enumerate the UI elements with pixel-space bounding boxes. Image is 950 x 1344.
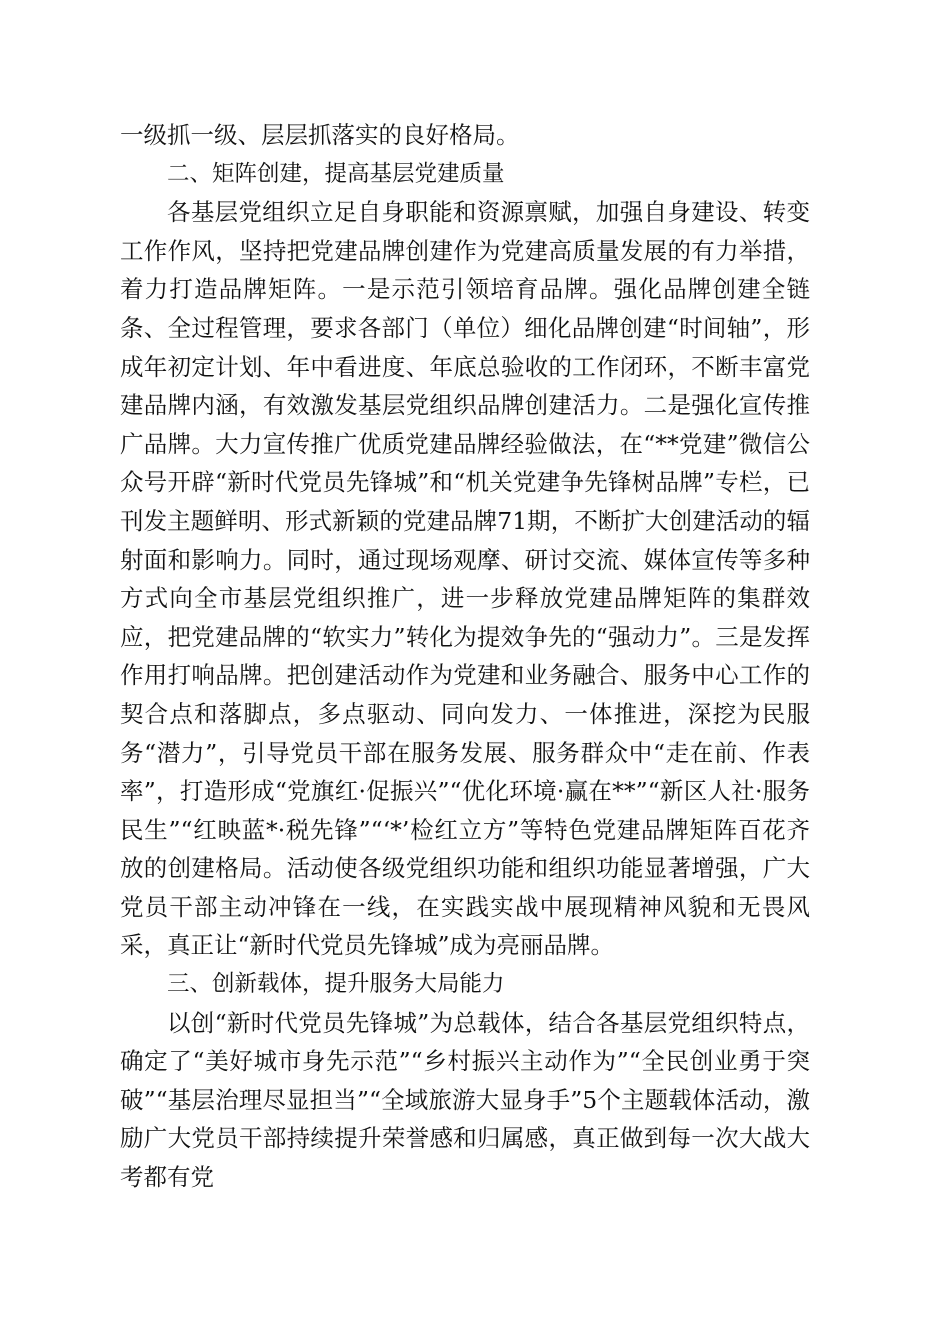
paragraph-continuation: 一级抓一级、层层抓落实的良好格局。 (120, 121, 520, 149)
document-body (120, 116, 810, 1197)
section-heading-3: 三、创新载体，提升服务大局能力 (167, 971, 505, 998)
paragraph-section-3: 以创“新时代党员先锋城”为总载体，结合各基层党组织特点，确定了“美好城市身先示范”“乡村振兴主动作为”“全民创业勇于突破”“基层治理尽显担当”“全域旅游大显身手”5个主题载体活动，激励广大党员干部持续提升荣誉感和归属感，真正做到每一次大战大考都有党 (120, 1008, 810, 1192)
paragraph-section-2: 各基层党组织立足自身职能和资源禀赋，加强自身建设、转变工作作风，坚持把党建品牌创建作为党建高质量发展的有力举措，着力打造品牌矩阵。一是示范引领培育品牌。强化品牌创建全链条、全过程管理，要求各部门（单位）细化品牌创建“时间轴”，形成年初定计划、年中看进度、年底总验收的工作闭环，不断丰富党建品牌内涵，有效激发基层党组织品牌创建活力。二是强化宣传推广品牌。大力宣传推广优质党建品牌经验做法，在“**党建”微信公众号开辟“新时代党员先锋城”和“机关党建争先锋树品牌”专栏，已刊发主题鲜明、形式新颖的党建品牌71期，不断扩大创建活动的辐射面和影响力。同时，通过现场观摩、研讨交流、媒体宣传等多种方式向全市基层党组织推广，进一步释放党建品牌矩阵的集群效应，把党建品牌的“软实力”转化为提效争先的“强动力”。三是发挥作用打响品牌。把创建活动作为党建和业务融合、服务中心工作的契合点和落脚点，多点驱动、同向发力、一体推进，深挖为民服务“潜力”，引导党员干部在服务发展、服务群众中“走在前、作表率”，打造形成“党旗红·促振兴”“优化环境·赢在**”“新区人社·服务民生”“红映蓝*·税先锋”“‘*’检红立方”等特色党建品牌矩阵百花齐放的创建格局。活动使各级党组织功能和组织功能显著增强，广大党员干部主动冲锋在一线，在实践实战中展现精神风貌和无畏风采，真正让“新时代党员先锋城”成为亮丽品牌。 (120, 198, 810, 960)
section-heading-2: 二、矩阵创建，提高基层党建质量 (167, 160, 505, 187)
